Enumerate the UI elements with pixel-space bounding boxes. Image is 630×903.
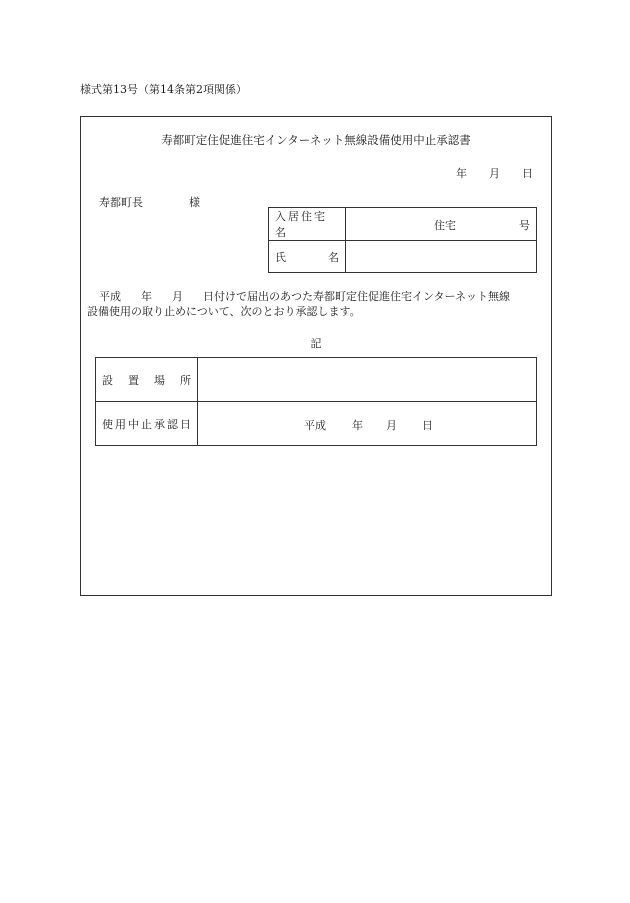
approval-date-label-char: 使	[102, 417, 113, 431]
approval-date-day: 日	[422, 419, 433, 432]
notice-era: 平成	[99, 290, 121, 303]
approval-date-label-char: 承	[154, 417, 165, 431]
housing-row	[269, 208, 537, 241]
location-label-char: 設	[102, 373, 113, 387]
name-label	[275, 249, 345, 265]
issue-date-day: 日	[522, 167, 533, 180]
issue-date-year: 年	[456, 167, 467, 180]
name-label-char-2: 名	[328, 250, 339, 264]
housing-label	[275, 208, 345, 240]
approval-date-label-cell	[96, 402, 198, 446]
location-label-cell	[96, 358, 198, 402]
issue-date-month: 月	[489, 167, 500, 180]
location-label-char: 所	[180, 373, 191, 387]
housing-value-prefix: 住宅	[434, 219, 456, 232]
housing-value-field[interactable]	[346, 208, 537, 241]
name-value-field[interactable]	[346, 241, 537, 273]
form-number: 様式第13号（第14条第2項関係）	[80, 83, 247, 96]
name-label-cell	[269, 241, 346, 273]
housing-value-suffix: 号	[519, 219, 530, 232]
approval-date-value-field[interactable]	[198, 402, 537, 446]
form-frame	[80, 116, 552, 596]
location-label-char: 置	[128, 373, 139, 387]
name-label-char-1: 氏	[275, 250, 286, 264]
notice-line-2: 設備使用の取り止めについて、次のとおり承認します。	[87, 305, 361, 318]
location-label	[102, 372, 197, 388]
addressee	[99, 194, 200, 210]
approval-date-label-char: 用	[115, 417, 126, 431]
document-title: 寿都町定住促進住宅インターネット無線設備使用中止承認書	[161, 133, 471, 147]
notice-line-1	[87, 289, 549, 304]
approval-date-era: 平成	[304, 419, 326, 432]
name-row	[269, 241, 537, 273]
addressee-name: 寿都町長	[99, 196, 143, 209]
location-label-char: 場	[154, 373, 165, 387]
approval-date-row	[96, 402, 537, 446]
approval-date-label-char: 認	[167, 417, 178, 431]
housing-label-cell	[269, 208, 346, 241]
location-row	[96, 358, 537, 402]
approval-date-label-char: 日	[180, 417, 191, 431]
housing-value	[346, 208, 536, 240]
approval-date-month: 月	[386, 419, 397, 432]
notice-line-1-rest: 日付けで届出のあつた寿都町定住促進住宅インターネット無線	[203, 290, 511, 303]
location-value-field[interactable]	[198, 358, 537, 402]
detail-table	[95, 357, 537, 446]
issue-date-line	[456, 165, 533, 181]
approval-date-label	[102, 416, 197, 432]
addressee-honorific: 様	[189, 196, 200, 209]
notice-month: 月	[172, 290, 183, 303]
approval-date-label-char: 中	[128, 417, 139, 431]
applicant-table	[268, 207, 537, 273]
housing-label-char: 入居住宅名	[275, 210, 327, 239]
ki-heading: 記	[310, 337, 322, 350]
approval-date-label-char: 止	[141, 417, 152, 431]
notice-year: 年	[141, 290, 152, 303]
notice-body	[87, 289, 549, 319]
approval-date-year: 年	[352, 419, 363, 432]
